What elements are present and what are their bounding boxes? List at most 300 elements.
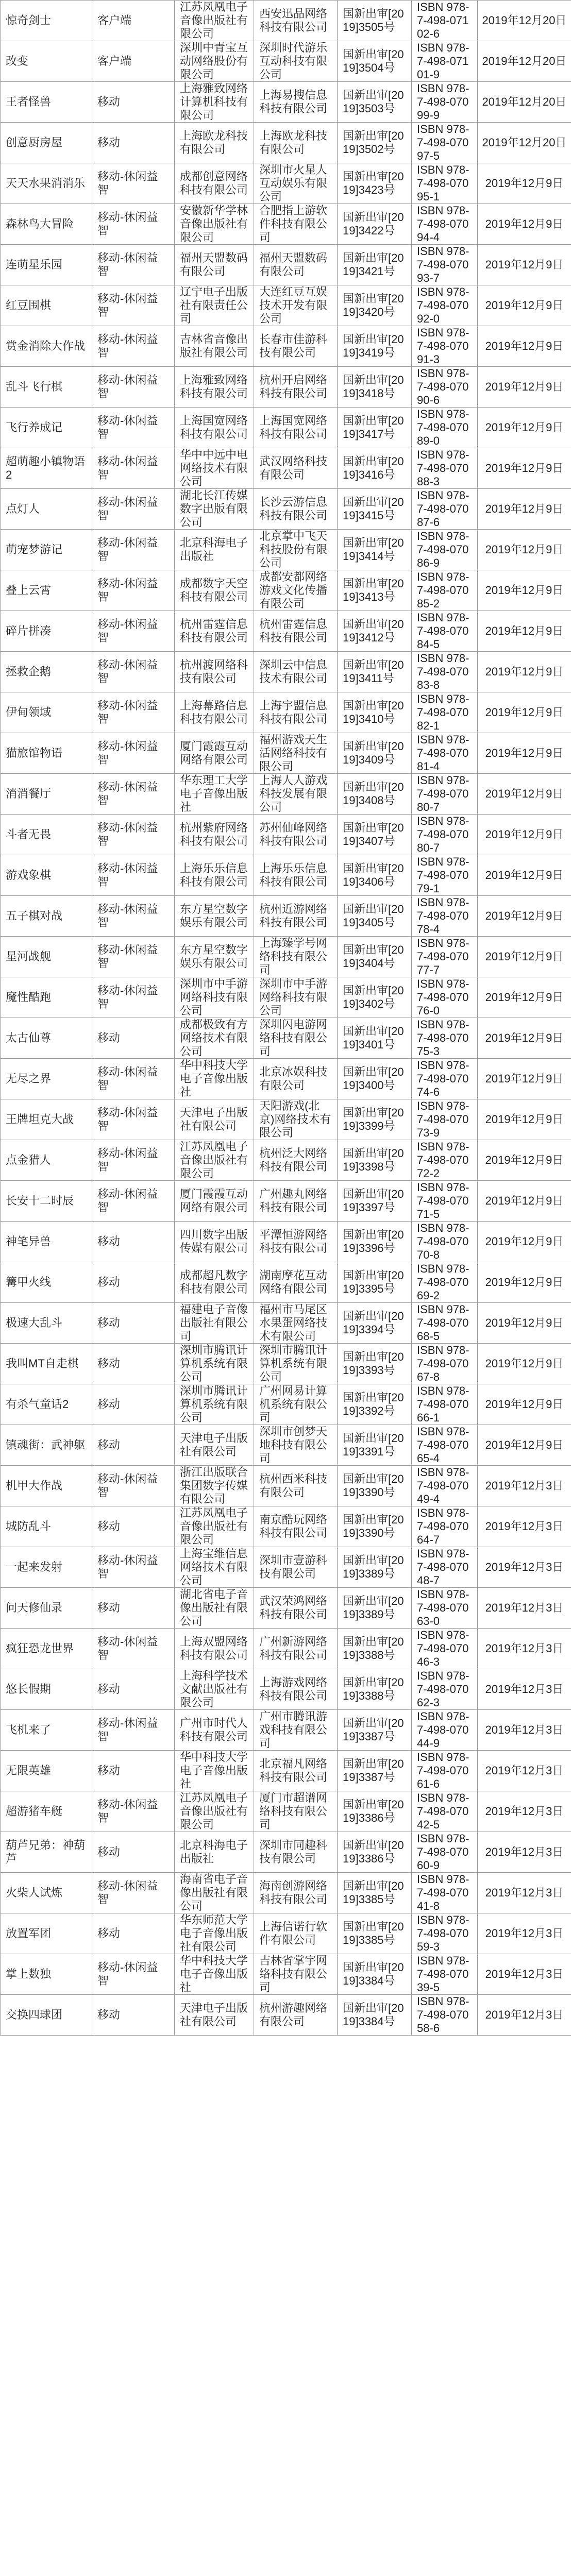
game-name-cell: 太古仙尊 — [1, 1018, 92, 1059]
table-row — [1, 367, 571, 408]
category-cell: 移动 — [92, 1995, 175, 2036]
category-cell: 移动-休闲益智 — [92, 774, 175, 815]
game-name-cell: 超萌趣小镇物语2 — [1, 448, 92, 489]
publisher-cell: 天津电子出版社有限公司 — [175, 1425, 254, 1466]
approval-date-cell: 2019年12月9日 — [478, 1181, 571, 1222]
category-cell: 移动-休闲益智 — [92, 367, 175, 408]
table-row — [1, 652, 571, 692]
approval-number-cell: 国新出审[2019]3398号 — [338, 1140, 412, 1181]
table-row — [1, 977, 571, 1018]
operator-cell: 广州网易计算机系统有限公司 — [254, 1384, 338, 1425]
isbn-cell: ISBN 978-7-498-07090-6 — [412, 367, 478, 408]
publisher-cell: 杭州雷霆信息科技有限公司 — [175, 611, 254, 652]
approval-date-cell: 2019年12月3日 — [478, 1954, 571, 1995]
operator-cell: 杭州游趣网络有限公司 — [254, 1995, 338, 2036]
operator-cell: 西安迅品网络科技有限公司 — [254, 1, 338, 41]
approval-date-cell: 2019年12月9日 — [478, 855, 571, 896]
category-cell: 移动 — [92, 1222, 175, 1262]
publisher-cell: 东方星空数字娱乐有限公司 — [175, 896, 254, 937]
approval-date-cell: 2019年12月20日 — [478, 1, 571, 41]
isbn-cell: ISBN 978-7-498-07062-3 — [412, 1669, 478, 1710]
operator-cell: 合肥指上游软件科技有限公司 — [254, 204, 338, 245]
publisher-cell: 华东理工大学电子音像出版社 — [175, 774, 254, 815]
table-row — [1, 1344, 571, 1384]
approval-date-cell: 2019年12月9日 — [478, 1303, 571, 1344]
publisher-cell: 厦门霞霞互动网络有限公司 — [175, 1181, 254, 1222]
game-name-cell: 悠长假期 — [1, 1669, 92, 1710]
isbn-cell: ISBN 978-7-498-07073-9 — [412, 1099, 478, 1140]
publisher-cell: 湖北长江传媒数字出版有限公司 — [175, 489, 254, 530]
category-cell: 移动-休闲益智 — [92, 326, 175, 367]
isbn-cell: ISBN 978-7-498-07086-9 — [412, 530, 478, 570]
publisher-cell: 江苏凤凰电子音像出版社有限公司 — [175, 1, 254, 41]
game-name-cell: 斗者无畏 — [1, 815, 92, 855]
operator-cell: 长春市佳游科技有限公司 — [254, 326, 338, 367]
table-row — [1, 326, 571, 367]
approval-date-cell: 2019年12月9日 — [478, 448, 571, 489]
approval-number-cell: 国新出审[2019]3389号 — [338, 1588, 412, 1629]
table-row — [1, 1954, 571, 1995]
operator-cell: 杭州雷霆信息科技有限公司 — [254, 611, 338, 652]
table-row — [1, 408, 571, 448]
category-cell: 移动-休闲益智 — [92, 652, 175, 692]
category-cell: 移动-休闲益智 — [92, 1954, 175, 1995]
game-name-cell: 我叫MT自走棋 — [1, 1344, 92, 1384]
approval-date-cell: 2019年12月9日 — [478, 1059, 571, 1099]
isbn-cell: ISBN 978-7-498-07042-5 — [412, 1791, 478, 1832]
game-name-cell: 交换四球团 — [1, 1995, 92, 2036]
table-row — [1, 41, 571, 82]
table-row — [1, 815, 571, 855]
approval-number-cell: 国新出审[2019]3415号 — [338, 489, 412, 530]
game-name-cell: 问天修仙录 — [1, 1588, 92, 1629]
game-name-cell: 极速大乱斗 — [1, 1303, 92, 1344]
publisher-cell: 辽宁电子出版社有限责任公司 — [175, 285, 254, 326]
table-row — [1, 896, 571, 937]
approval-date-cell: 2019年12月9日 — [478, 1099, 571, 1140]
category-cell: 移动-休闲益智 — [92, 448, 175, 489]
publisher-cell: 吉林省音像出版社有限公司 — [175, 326, 254, 367]
operator-cell: 天阳游戏(北京)网络技术有限公司 — [254, 1099, 338, 1140]
isbn-cell: ISBN 978-7-498-07097-5 — [412, 123, 478, 163]
game-name-cell: 王牌坦克大战 — [1, 1099, 92, 1140]
approval-date-cell: 2019年12月20日 — [478, 41, 571, 82]
isbn-cell: ISBN 978-7-498-07072-2 — [412, 1140, 478, 1181]
category-cell: 移动 — [92, 1384, 175, 1425]
category-cell: 移动-休闲益智 — [92, 408, 175, 448]
game-name-cell: 红豆围棋 — [1, 285, 92, 326]
category-cell: 移动 — [92, 1588, 175, 1629]
operator-cell: 广州趣丸网络科技有限公司 — [254, 1181, 338, 1222]
game-name-cell: 火柴人试炼 — [1, 1873, 92, 1913]
publisher-cell: 成都创意网络科技有限公司 — [175, 163, 254, 204]
approval-number-cell: 国新出审[2019]3385号 — [338, 1913, 412, 1954]
operator-cell: 苏州仙峰网络科技有限公司 — [254, 815, 338, 855]
approval-number-cell: 国新出审[2019]3384号 — [338, 1954, 412, 1995]
approval-date-cell: 2019年12月9日 — [478, 570, 571, 611]
game-name-cell: 超游猪车艇 — [1, 1791, 92, 1832]
publisher-cell: 杭州渡网络科技有限公司 — [175, 652, 254, 692]
approval-number-cell: 国新出审[2019]3504号 — [338, 41, 412, 82]
isbn-cell: ISBN 978-7-498-07041-8 — [412, 1873, 478, 1913]
publisher-cell: 华东师范大学电子音像出版社有限公司 — [175, 1913, 254, 1954]
publisher-cell: 海南省电子音像出版社有限公司 — [175, 1873, 254, 1913]
category-cell: 移动-休闲益智 — [92, 977, 175, 1018]
publisher-cell: 上海宝维信息网络技术有限公司 — [175, 1547, 254, 1588]
category-cell: 移动 — [92, 1303, 175, 1344]
operator-cell: 上海国宽网络科技有限公司 — [254, 408, 338, 448]
category-cell: 移动-休闲益智 — [92, 204, 175, 245]
isbn-cell: ISBN 978-7-498-07075-3 — [412, 1018, 478, 1059]
approval-number-cell: 国新出审[2019]3502号 — [338, 123, 412, 163]
publisher-cell: 上海国宽网络科技有限公司 — [175, 408, 254, 448]
publisher-cell: 福建电子音像出版社有限公司 — [175, 1303, 254, 1344]
approval-date-cell: 2019年12月9日 — [478, 774, 571, 815]
table-row — [1, 285, 571, 326]
isbn-cell: ISBN 978-7-498-07065-4 — [412, 1425, 478, 1466]
category-cell: 移动 — [92, 82, 175, 123]
game-name-cell: 点金猎人 — [1, 1140, 92, 1181]
isbn-cell: ISBN 978-7-498-07085-2 — [412, 570, 478, 611]
category-cell: 移动 — [92, 1669, 175, 1710]
approval-date-cell: 2019年12月9日 — [478, 408, 571, 448]
category-cell: 移动-休闲益智 — [92, 692, 175, 733]
game-name-cell: 长安十二时辰 — [1, 1181, 92, 1222]
approval-number-cell: 国新出审[2019]3503号 — [338, 82, 412, 123]
approval-number-cell: 国新出审[2019]3400号 — [338, 1059, 412, 1099]
operator-cell: 广州新游网络科技有限公司 — [254, 1629, 338, 1669]
operator-cell: 福州天盟数码有限公司 — [254, 245, 338, 285]
game-name-cell: 疯狂恐龙世界 — [1, 1629, 92, 1669]
approval-date-cell: 2019年12月9日 — [478, 1222, 571, 1262]
game-name-cell: 萌宠梦游记 — [1, 530, 92, 570]
publisher-cell: 福州天盟数码有限公司 — [175, 245, 254, 285]
category-cell: 移动-休闲益智 — [92, 1466, 175, 1506]
category-cell: 移动 — [92, 1913, 175, 1954]
isbn-cell: ISBN 978-7-498-07084-5 — [412, 611, 478, 652]
category-cell: 移动-休闲益智 — [92, 1791, 175, 1832]
operator-cell: 深圳市创梦天地科技有限公司 — [254, 1425, 338, 1466]
isbn-cell: ISBN 978-7-498-07039-5 — [412, 1954, 478, 1995]
table-row — [1, 692, 571, 733]
category-cell: 移动-休闲益智 — [92, 285, 175, 326]
table-row — [1, 1018, 571, 1059]
approval-number-cell: 国新出审[2019]3414号 — [338, 530, 412, 570]
game-name-cell: 镇魂街：武神躯 — [1, 1425, 92, 1466]
category-cell: 移动-休闲益智 — [92, 855, 175, 896]
category-cell: 移动-休闲益智 — [92, 1140, 175, 1181]
publisher-cell: 深圳市腾讯计算机系统有限公司 — [175, 1384, 254, 1425]
approval-date-cell: 2019年12月3日 — [478, 1547, 571, 1588]
approval-number-cell: 国新出审[2019]3410号 — [338, 692, 412, 733]
table-row — [1, 1262, 571, 1303]
publisher-cell: 上海幕路信息科技有限公司 — [175, 692, 254, 733]
isbn-cell: ISBN 978-7-498-07060-9 — [412, 1832, 478, 1873]
table-row — [1, 1547, 571, 1588]
operator-cell: 福州游戏天生活网络科技有限公司 — [254, 733, 338, 774]
table-row — [1, 123, 571, 163]
approval-number-cell: 国新出审[2019]3384号 — [338, 1995, 412, 2036]
approval-number-cell: 国新出审[2019]3505号 — [338, 1, 412, 41]
game-name-cell: 点灯人 — [1, 489, 92, 530]
isbn-cell: ISBN 978-7-498-07044-9 — [412, 1710, 478, 1751]
table-row — [1, 1995, 571, 2036]
table-row — [1, 1913, 571, 1954]
category-cell: 移动 — [92, 1262, 175, 1303]
approval-number-cell: 国新出审[2019]3392号 — [338, 1384, 412, 1425]
isbn-cell: ISBN 978-7-498-07101-9 — [412, 41, 478, 82]
approval-date-cell: 2019年12月9日 — [478, 367, 571, 408]
table-row — [1, 1873, 571, 1913]
operator-cell: 深圳市中手游网络科技有限公司 — [254, 977, 338, 1018]
operator-cell: 深圳云中信息技术有限公司 — [254, 652, 338, 692]
category-cell: 移动-休闲益智 — [92, 245, 175, 285]
table-row — [1, 530, 571, 570]
isbn-cell: ISBN 978-7-498-07076-0 — [412, 977, 478, 1018]
operator-cell: 上海游戏网络科技有限公司 — [254, 1669, 338, 1710]
operator-cell: 上海信诺行软件有限公司 — [254, 1913, 338, 1954]
publisher-cell: 天津电子出版社有限公司 — [175, 1099, 254, 1140]
game-name-cell: 消消餐厅 — [1, 774, 92, 815]
table-row — [1, 448, 571, 489]
operator-cell: 福州市马尾区水果蛋网络技术有限公司 — [254, 1303, 338, 1344]
approval-date-cell: 2019年12月20日 — [478, 123, 571, 163]
category-cell: 移动 — [92, 1018, 175, 1059]
game-name-cell: 星河战舰 — [1, 937, 92, 977]
isbn-cell: ISBN 978-7-498-07066-1 — [412, 1384, 478, 1425]
isbn-cell: ISBN 978-7-498-07082-1 — [412, 692, 478, 733]
operator-cell: 上海臻学号网络科技有限公司 — [254, 937, 338, 977]
game-name-cell: 猫旅馆物语 — [1, 733, 92, 774]
table-row — [1, 1669, 571, 1710]
table-row — [1, 204, 571, 245]
approval-number-cell: 国新出审[2019]3412号 — [338, 611, 412, 652]
table-row — [1, 937, 571, 977]
game-name-cell: 无尽之界 — [1, 1059, 92, 1099]
publisher-cell: 深圳市腾讯计算机系统有限公司 — [175, 1344, 254, 1384]
game-name-cell: 飞机来了 — [1, 1710, 92, 1751]
game-name-cell: 神笔异兽 — [1, 1222, 92, 1262]
isbn-cell: ISBN 978-7-498-07079-1 — [412, 855, 478, 896]
approval-date-cell: 2019年12月3日 — [478, 1669, 571, 1710]
table-row — [1, 774, 571, 815]
operator-cell: 杭州泛大网络科技有限公司 — [254, 1140, 338, 1181]
approval-number-cell: 国新出审[2019]3397号 — [338, 1181, 412, 1222]
table-row — [1, 733, 571, 774]
operator-cell: 吉林省掌宇网络科技有限公司 — [254, 1954, 338, 1995]
game-name-cell: 放置军团 — [1, 1913, 92, 1954]
publisher-cell: 成都数字天空科技有限公司 — [175, 570, 254, 611]
publisher-cell: 杭州紫府网络科技有限公司 — [175, 815, 254, 855]
publisher-cell: 江苏凤凰电子音像出版社有限公司 — [175, 1140, 254, 1181]
approval-date-cell: 2019年12月9日 — [478, 1140, 571, 1181]
isbn-cell: ISBN 978-7-498-07070-8 — [412, 1222, 478, 1262]
operator-cell: 武汉荣鸿网络科技有限公司 — [254, 1588, 338, 1629]
approval-date-cell: 2019年12月9日 — [478, 733, 571, 774]
operator-cell: 杭州开启网络科技有限公司 — [254, 367, 338, 408]
isbn-cell: ISBN 978-7-498-07094-4 — [412, 204, 478, 245]
isbn-cell: ISBN 978-7-498-07092-0 — [412, 285, 478, 326]
game-name-cell: 惊奇剑士 — [1, 1, 92, 41]
isbn-cell: ISBN 978-7-498-07080-7 — [412, 815, 478, 855]
approval-date-cell: 2019年12月9日 — [478, 1262, 571, 1303]
approval-date-cell: 2019年12月9日 — [478, 1344, 571, 1384]
isbn-cell: ISBN 978-7-498-07074-6 — [412, 1059, 478, 1099]
table-row — [1, 82, 571, 123]
approval-number-cell: 国新出审[2019]3408号 — [338, 774, 412, 815]
game-name-cell: 无限英雄 — [1, 1751, 92, 1791]
publisher-cell: 厦门霞霞互动网络有限公司 — [175, 733, 254, 774]
operator-cell: 北京福凡网络科技有限公司 — [254, 1751, 338, 1791]
approval-number-cell: 国新出审[2019]3402号 — [338, 977, 412, 1018]
approval-date-cell: 2019年12月3日 — [478, 1751, 571, 1791]
category-cell: 移动-休闲益智 — [92, 1181, 175, 1222]
game-name-cell: 机甲大作战 — [1, 1466, 92, 1506]
operator-cell: 广州市腾讯游戏科技有限公司 — [254, 1710, 338, 1751]
operator-cell: 上海宇盟信息科技有限公司 — [254, 692, 338, 733]
table-row — [1, 1181, 571, 1222]
game-name-cell: 森林鸟大冒险 — [1, 204, 92, 245]
operator-cell: 深圳闪电游网络科技有限公司 — [254, 1018, 338, 1059]
approval-number-cell: 国新出审[2019]3387号 — [338, 1710, 412, 1751]
approval-date-cell: 2019年12月3日 — [478, 1466, 571, 1506]
isbn-cell: ISBN 978-7-498-07077-7 — [412, 937, 478, 977]
isbn-cell: ISBN 978-7-498-07089-0 — [412, 408, 478, 448]
operator-cell: 杭州近游网络科技有限公司 — [254, 896, 338, 937]
approval-date-cell: 2019年12月9日 — [478, 896, 571, 937]
publisher-cell: 广州市时代人科技有限公司 — [175, 1710, 254, 1751]
isbn-cell: ISBN 978-7-498-07064-7 — [412, 1506, 478, 1547]
publisher-cell: 上海乐乐信息科技有限公司 — [175, 855, 254, 896]
isbn-cell: ISBN 978-7-498-07049-4 — [412, 1466, 478, 1506]
operator-cell: 杭州西米科技有限公司 — [254, 1466, 338, 1506]
approval-date-cell: 2019年12月3日 — [478, 1791, 571, 1832]
game-name-cell: 伊甸领域 — [1, 692, 92, 733]
isbn-cell: ISBN 978-7-498-07059-3 — [412, 1913, 478, 1954]
publisher-cell: 北京科海电子出版社 — [175, 530, 254, 570]
approval-number-cell: 国新出审[2019]3423号 — [338, 163, 412, 204]
isbn-cell: ISBN 978-7-498-07091-3 — [412, 326, 478, 367]
isbn-cell: ISBN 978-7-498-07095-1 — [412, 163, 478, 204]
category-cell: 移动-休闲益智 — [92, 1873, 175, 1913]
operator-cell: 深圳市腾讯计算机系统有限公司 — [254, 1344, 338, 1384]
operator-cell: 湖南摩花互动网络有限公司 — [254, 1262, 338, 1303]
isbn-cell: ISBN 978-7-498-07102-6 — [412, 1, 478, 41]
approval-date-cell: 2019年12月3日 — [478, 1995, 571, 2036]
table-row — [1, 611, 571, 652]
approval-number-cell: 国新出审[2019]3386号 — [338, 1791, 412, 1832]
table-row — [1, 1751, 571, 1791]
game-name-cell: 有杀气童话2 — [1, 1384, 92, 1425]
game-name-cell: 城防乱斗 — [1, 1506, 92, 1547]
category-cell: 移动-休闲益智 — [92, 815, 175, 855]
game-name-cell: 碎片拼凑 — [1, 611, 92, 652]
approval-number-cell: 国新出审[2019]3385号 — [338, 1873, 412, 1913]
publisher-cell: 深圳市中手游网络科技有限公司 — [175, 977, 254, 1018]
approval-date-cell: 2019年12月3日 — [478, 1629, 571, 1669]
approval-date-cell: 2019年12月3日 — [478, 1832, 571, 1873]
table-row — [1, 245, 571, 285]
operator-cell: 深圳市同趣科技有限公司 — [254, 1832, 338, 1873]
game-name-cell: 五子棋对战 — [1, 896, 92, 937]
table-row — [1, 1140, 571, 1181]
approval-number-cell: 国新出审[2019]3416号 — [338, 448, 412, 489]
category-cell: 移动 — [92, 1751, 175, 1791]
publisher-cell: 湖北省电子音像出版社有限公司 — [175, 1588, 254, 1629]
operator-cell: 武汉网络科技有限公司 — [254, 448, 338, 489]
isbn-cell: ISBN 978-7-498-07088-3 — [412, 448, 478, 489]
table-row — [1, 1791, 571, 1832]
game-name-cell: 叠上云霄 — [1, 570, 92, 611]
table-row — [1, 1222, 571, 1262]
approval-date-cell: 2019年12月3日 — [478, 1506, 571, 1547]
publisher-cell: 江苏凤凰电子音像出版社有限公司 — [175, 1791, 254, 1832]
approval-date-cell: 2019年12月9日 — [478, 530, 571, 570]
table-row — [1, 163, 571, 204]
approval-number-cell: 国新出审[2019]3405号 — [338, 896, 412, 937]
isbn-cell: ISBN 978-7-498-07069-2 — [412, 1262, 478, 1303]
table-row — [1, 1, 571, 41]
operator-cell: 上海人人游戏科技发展有限公司 — [254, 774, 338, 815]
publisher-cell: 上海双盟网络科技有限公司 — [175, 1629, 254, 1669]
isbn-cell: ISBN 978-7-498-07048-7 — [412, 1547, 478, 1588]
isbn-cell: ISBN 978-7-498-07063-0 — [412, 1588, 478, 1629]
isbn-cell: ISBN 978-7-498-07046-3 — [412, 1629, 478, 1669]
approval-number-cell: 国新出审[2019]3411号 — [338, 652, 412, 692]
approval-number-cell: 国新出审[2019]3422号 — [338, 204, 412, 245]
approval-date-cell: 2019年12月3日 — [478, 1710, 571, 1751]
publisher-cell: 浙江出版联合集团数字传媒有限公司 — [175, 1466, 254, 1506]
table-row — [1, 1303, 571, 1344]
publisher-cell: 东方星空数字娱乐有限公司 — [175, 937, 254, 977]
isbn-cell: ISBN 978-7-498-07087-6 — [412, 489, 478, 530]
approval-number-cell: 国新出审[2019]3388号 — [338, 1669, 412, 1710]
table-row — [1, 1710, 571, 1751]
publisher-cell: 天津电子出版社有限公司 — [175, 1995, 254, 2036]
game-name-cell: 拯救企鹅 — [1, 652, 92, 692]
table-row — [1, 1059, 571, 1099]
approval-date-cell: 2019年12月9日 — [478, 163, 571, 204]
category-cell: 移动-休闲益智 — [92, 1547, 175, 1588]
isbn-cell: ISBN 978-7-498-07083-8 — [412, 652, 478, 692]
approval-number-cell: 国新出审[2019]3404号 — [338, 937, 412, 977]
category-cell: 客户端 — [92, 41, 175, 82]
publisher-cell: 四川数字出版传媒有限公司 — [175, 1222, 254, 1262]
approval-number-cell: 国新出审[2019]3418号 — [338, 367, 412, 408]
operator-cell: 深圳市壹游科技有限公司 — [254, 1547, 338, 1588]
approval-date-cell: 2019年12月9日 — [478, 611, 571, 652]
publisher-cell: 安徽新华学林音像出版社有限公司 — [175, 204, 254, 245]
category-cell: 移动 — [92, 123, 175, 163]
approval-number-cell: 国新出审[2019]3409号 — [338, 733, 412, 774]
category-cell: 移动-休闲益智 — [92, 611, 175, 652]
isbn-cell: ISBN 978-7-498-07071-5 — [412, 1181, 478, 1222]
publisher-cell: 北京科海电子出版社 — [175, 1832, 254, 1873]
approval-number-cell: 国新出审[2019]3386号 — [338, 1832, 412, 1873]
game-name-cell: 魔性酷跑 — [1, 977, 92, 1018]
category-cell: 移动-休闲益智 — [92, 1710, 175, 1751]
category-cell: 移动-休闲益智 — [92, 489, 175, 530]
operator-cell: 深圳市火星人互动娱乐有限公司 — [254, 163, 338, 204]
isbn-cell: ISBN 978-7-498-07080-7 — [412, 774, 478, 815]
publisher-cell: 成都超凡数字科技有限公司 — [175, 1262, 254, 1303]
category-cell: 移动-休闲益智 — [92, 1099, 175, 1140]
game-name-cell: 篝甲火线 — [1, 1262, 92, 1303]
approval-date-cell: 2019年12月9日 — [478, 815, 571, 855]
table-row — [1, 1629, 571, 1669]
operator-cell: 深圳时代游乐互动科技有限公司 — [254, 41, 338, 82]
category-cell: 移动 — [92, 1506, 175, 1547]
